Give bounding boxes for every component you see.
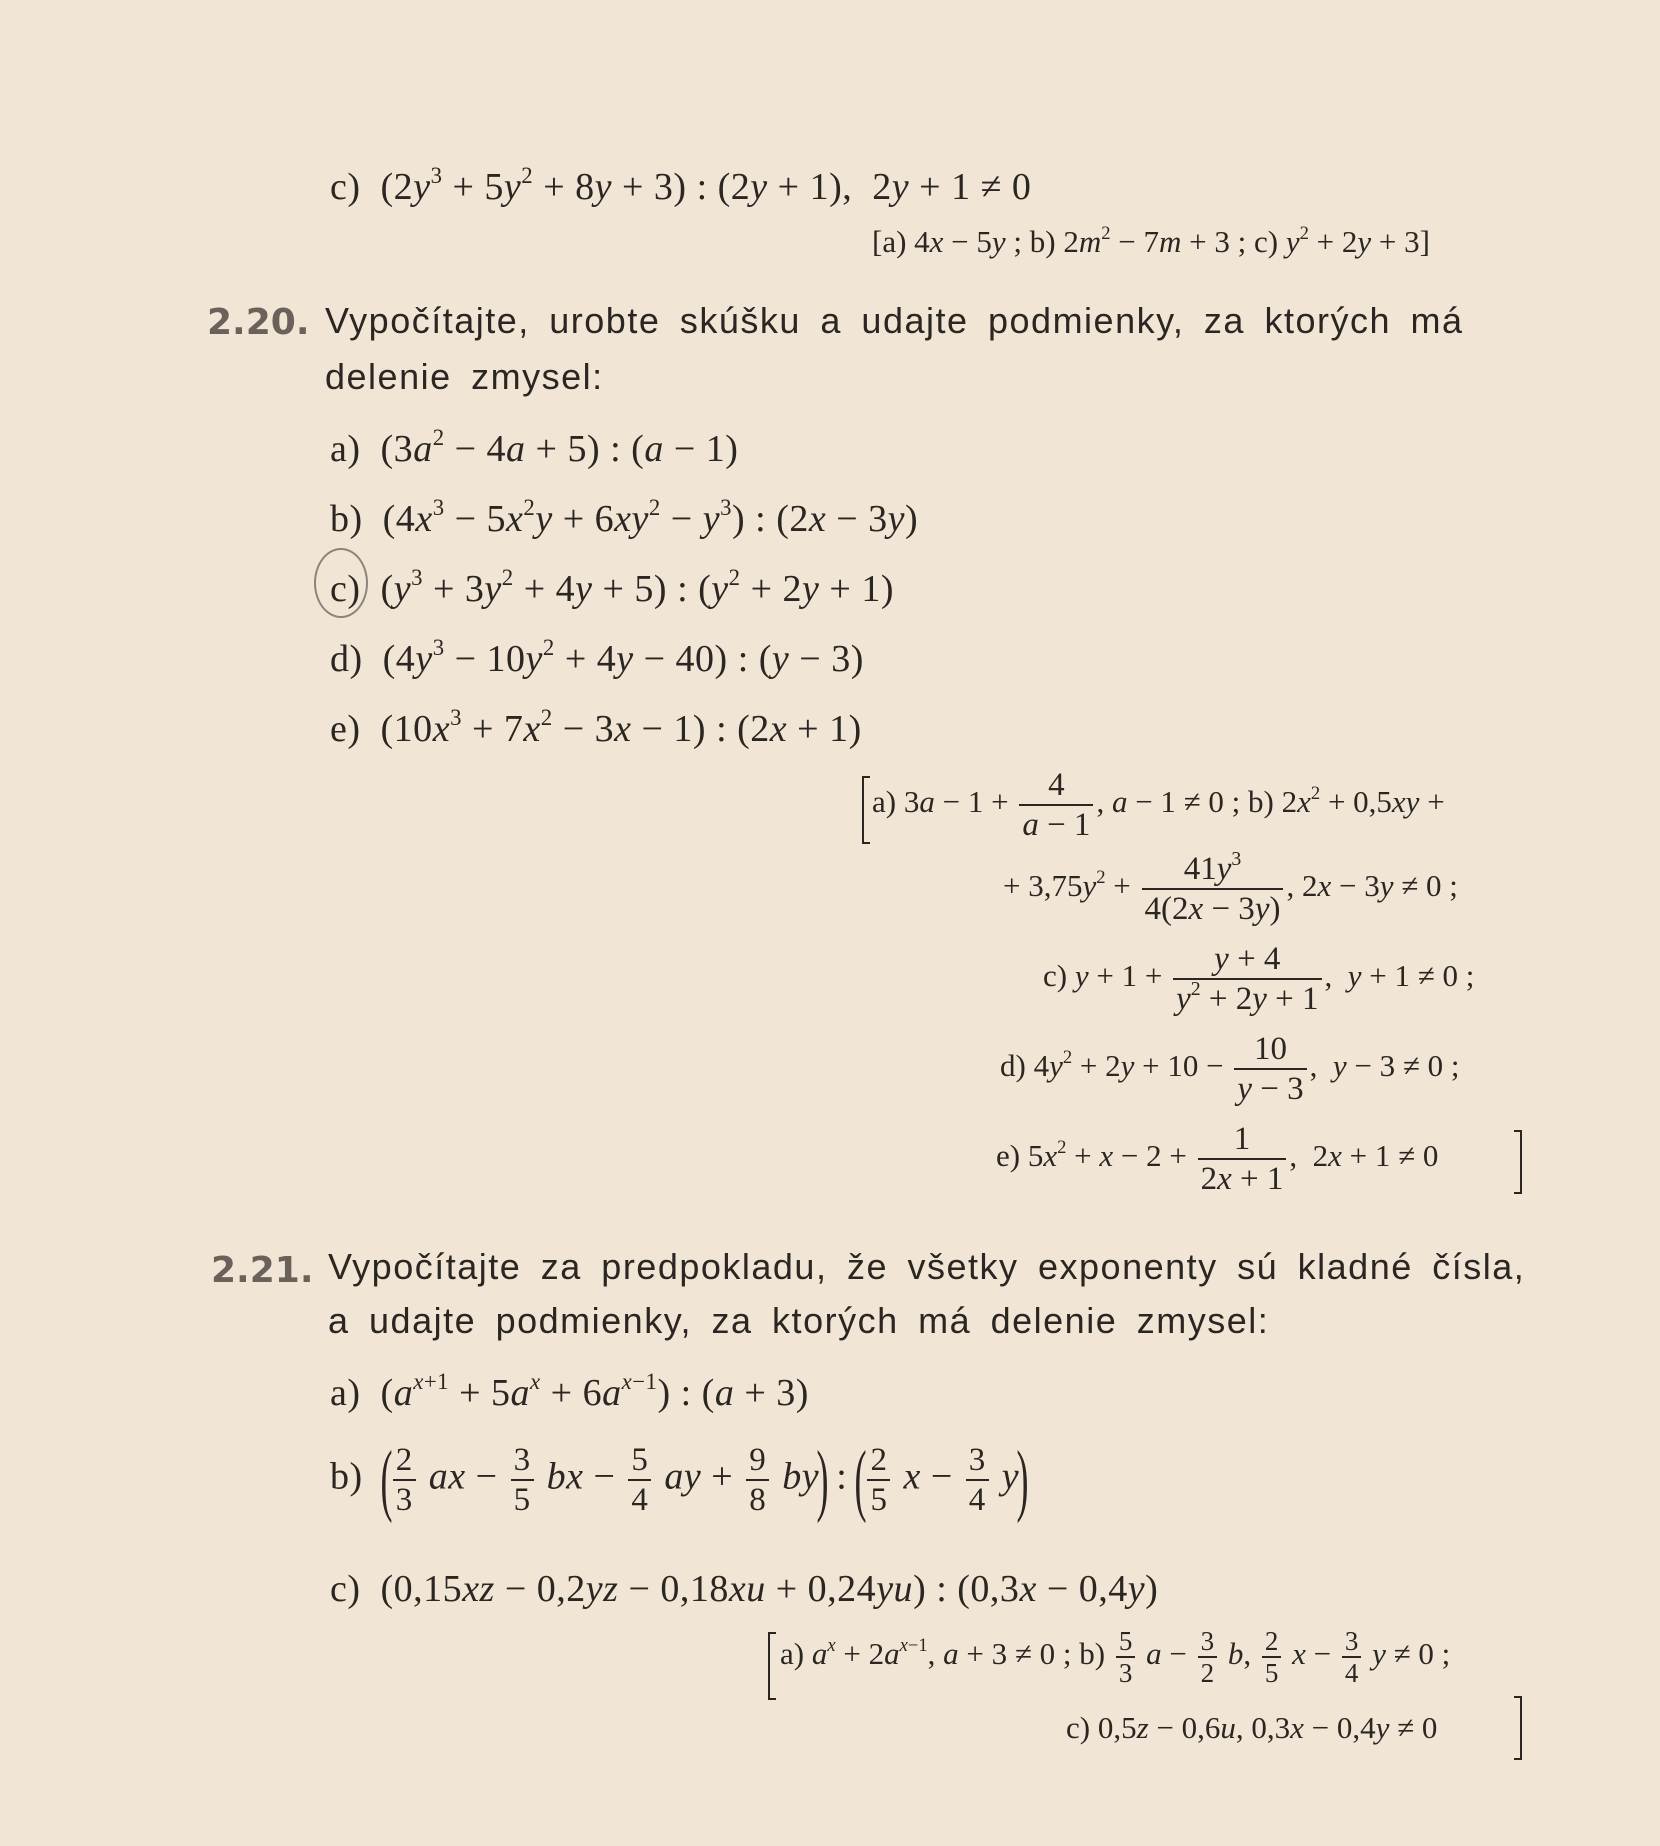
exercise-2-20-item-a: a) $(3a^2 - 4a + 5)$ : (a − 1) xyxy=(330,425,739,470)
exercise-2-20-text-line1: Vypočítajte, urobte skúšku a udajte podmienky, za ktorých má xyxy=(325,300,1464,341)
exercise-2-20-item-e: e) $(10x^3 + 7x^2 - 3x - 1)$ : (2x + 1) xyxy=(330,705,862,750)
item-label: e) xyxy=(330,708,361,750)
exercise-2-21-number: 2.21. xyxy=(211,1250,314,1291)
exercise-2-21-item-c: c) (0,15xz − 0,2yz − 0,18xu + 0,24yu) : (0,3x − 0,4y) xyxy=(330,1568,1159,1610)
exercise-2-20-item-d: d) $(4y^3 - 10y^2 + 4y - 40)$ : (y − 3) xyxy=(330,635,864,680)
prev-item-c: c) $(2y^3 + 5y^2 + 8y + 3)$ : (2y + 1), 2y + 1 ≠ 0 xyxy=(330,163,1032,208)
item-label: c) xyxy=(330,568,361,610)
exercise-2-20-answer-c: c) y + 1 + $\frac{y + 4}{y^2 + 2y + 1}$ , y + 1 ≠ 0 ; xyxy=(1043,941,1475,1017)
exercise-2-20-answer-b: + $3,75y^2$ + $\frac{41y^3}{4(2x - 3y)}$ , 2x − 3y ≠ 0 ; xyxy=(1003,848,1458,927)
answer-bracket-open xyxy=(862,776,870,844)
item-label: d) xyxy=(330,638,363,680)
exercise-2-20-text-line2: delenie zmysel: xyxy=(325,356,604,397)
prev-item-c-label: c) xyxy=(330,166,361,208)
exercise-2-21-answer-ab: a) $a^x + 2a^{x-1}$, a + 3 ≠ 0 ; b) $\frac{5}{3}$ a − $\frac{3}{2}$ b, $\frac{2}{5}$ x − $\frac{3}{4}$ y ≠ 0 ; xyxy=(780,1626,1451,1688)
prev-answer: [a) 4x − 5y ; b) $2m^2 - 7m + 3$ ; c) $y^2 + 2y + 3$] xyxy=(872,222,1430,259)
item-label: c) xyxy=(330,1568,361,1610)
answer-2-21-bracket-close xyxy=(1514,1696,1522,1760)
exercise-2-21-text-line1: Vypočítajte za predpokladu, že všetky exponenty sú kladné čísla, xyxy=(328,1246,1526,1287)
exercise-2-20-answer-a: a) 3a − 1 + $\frac{4}{a - 1}$ , a − 1 ≠ 0 ; b) $2x^2 + 0,5xy$ + xyxy=(872,767,1445,843)
answer-2-21-bracket-open xyxy=(768,1632,776,1700)
item-label: b) xyxy=(330,498,363,540)
item-label: b) xyxy=(330,1455,363,1498)
answer-bracket-close xyxy=(1514,1130,1522,1194)
exercise-2-21-text-line2: a udajte podmienky, za ktorých má delenie zmysel: xyxy=(328,1300,1270,1341)
exercise-2-20-number: 2.20. xyxy=(207,302,310,343)
item-label: a) xyxy=(330,428,361,470)
exercise-2-20-answer-d: d) $4y^2 + 2y + 10$ − $\frac{10}{y - 3}$ , y − 3 ≠ 0 ; xyxy=(1000,1031,1460,1107)
exercise-2-20-answer-e: e) $5x^2 + x - 2$ + $\frac{1}{2x + 1}$ , 2x + 1 ≠ 0 xyxy=(996,1121,1439,1197)
exercise-2-20-item-c: c) $(y^3 + 3y^2 + 4y + 5)$ : $(y^2 + 2y + 1)$ xyxy=(330,565,894,610)
exercise-2-20-item-b: b) $(4x^3 - 5x^2y + 6xy^2 - y^3)$ : (2x − 3y) xyxy=(330,495,919,540)
exercise-2-21-item-b: b) ( $\frac{2}{3}$ ax − $\frac{3}{5}$ bx − $\frac{5}{4}$ ay + $\frac{9}{8}$ by) : ( $\frac{2}{5}$ x − $\frac{3}{4}$ y) xyxy=(330,1436,1029,1524)
exercise-2-21-answer-c: c) 0,5z − 0,6u, 0,3x − 0,4y ≠ 0 xyxy=(1066,1710,1438,1745)
item-label: a) xyxy=(330,1372,361,1414)
exercise-2-21-item-a: a) $(a^{x+1} + 5a^x + 6a^{x-1})$ : (a + 3) xyxy=(330,1369,809,1414)
